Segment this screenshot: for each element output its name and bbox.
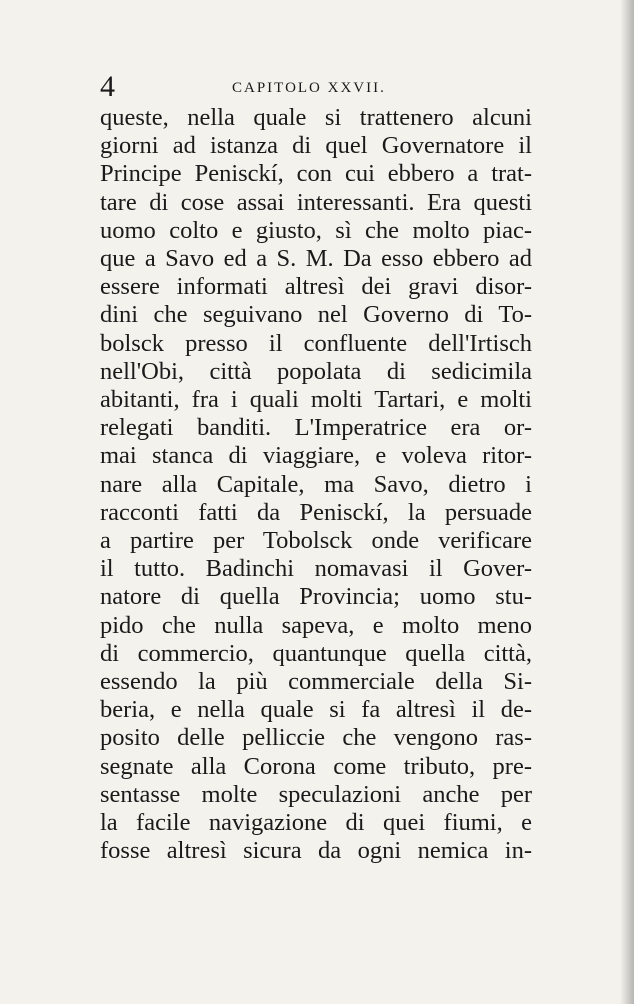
body-text — [100, 104, 532, 865]
text-line: uomo colto e giusto, sì che molto piac- — [100, 216, 532, 244]
text-line: giorni ad istanza di quel Governatore il — [100, 132, 532, 160]
text-line: bolsck presso il confluente dell'Irtisch — [100, 329, 532, 357]
text-line: essendo la più commerciale della Si- — [100, 668, 532, 696]
text-line: dini che seguivano nel Governo di To- — [100, 301, 532, 329]
text-line: segnate alla Corona come tributo, pre- — [100, 752, 532, 780]
text-line: posito delle pelliccie che vengono ras- — [100, 724, 532, 752]
text-line: il tutto. Badinchi nomavasi il Gover- — [100, 555, 532, 583]
text-line: pido che nulla sapeva, e molto meno — [100, 611, 532, 639]
text-line: tare di cose assai interessanti. Era questi — [100, 188, 532, 216]
text-line: la facile navigazione di quei fiumi, e — [100, 809, 532, 837]
text-line: racconti fatti da Penisckí, la persuade — [100, 498, 532, 526]
text-line: relegati banditi. L'Imperatrice era or- — [100, 414, 532, 442]
text-line: queste, nella quale si trattenero alcuni — [100, 104, 532, 131]
text-line: fosse altresì sicura da ogni nemica in- — [100, 837, 532, 865]
text-line: di commercio, quantunque quella città, — [100, 639, 532, 667]
text-line: abitanti, fra i quali molti Tartari, e molti — [100, 386, 532, 414]
text-line: Principe Penisckí, con cui ebbero a trat- — [100, 160, 532, 188]
text-line: essere informati altresì dei gravi disor- — [100, 273, 532, 301]
text-line: beria, e nella quale si fa altresì il de- — [100, 696, 532, 724]
page-edge-shadow — [620, 0, 634, 1004]
text-line: nare alla Capitale, ma Savo, dietro i — [100, 470, 532, 498]
text-line: mai stanca di viaggiare, e voleva ritor- — [100, 442, 532, 470]
text-line: nell'Obi, città popolata di sedicimila — [100, 357, 532, 385]
text-line: natore di quella Provincia; uomo stu- — [100, 583, 532, 611]
text-line: sentasse molte speculazioni anche per — [100, 780, 532, 808]
page-number: 4 — [100, 70, 115, 103]
text-line: a partire per Tobolsck onde verificare — [100, 527, 532, 555]
chapter-title: CAPITOLO XXVII. — [232, 80, 386, 96]
text-line: que a Savo ed a S. M. Da esso ebbero ad — [100, 245, 532, 273]
page-header — [100, 70, 530, 106]
